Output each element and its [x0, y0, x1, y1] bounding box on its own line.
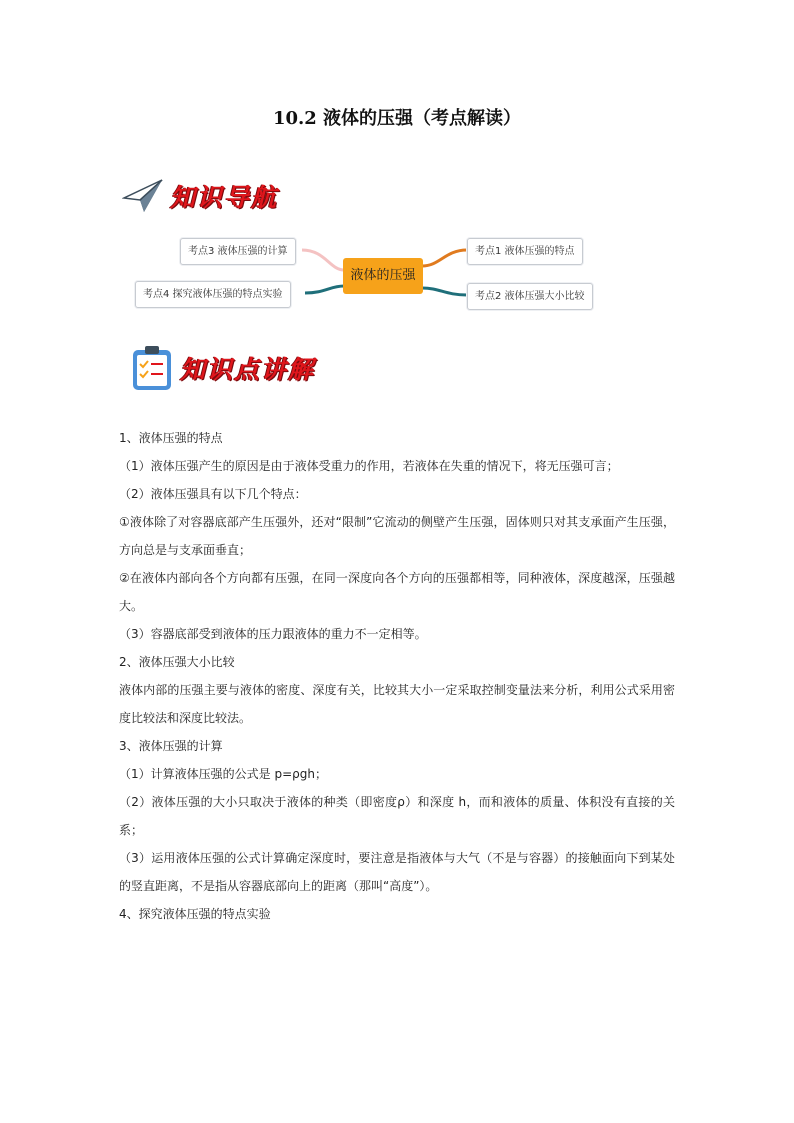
knowledge-explain-banner: [130, 344, 315, 392]
paragraph: （2）液体压强具有以下几个特点：: [119, 487, 307, 501]
paragraph: （1）计算液体压强的公式是 p=ρgh；: [119, 767, 327, 781]
mind-map-node-topic3: 考点3 液体压强的计算: [180, 238, 296, 265]
paragraph: 3、液体压强的计算: [119, 739, 223, 753]
clipboard-checklist-icon: [130, 344, 174, 392]
paragraph: （3）容器底部受到液体的压力跟液体的重力不一定相等。: [119, 627, 427, 641]
paragraph: （1）液体压强产生的原因是由于液体受重力的作用，若液体在失重的情况下，将无压强可言；: [119, 459, 619, 473]
paragraph: （2）液体压强的大小只取决于液体的种类（即密度ρ）和深度 h，而和液体的质量、体积没有直接的关系；: [119, 795, 675, 837]
knowledge-explain-label: 知识点讲解: [180, 355, 316, 384]
mind-map: [130, 230, 620, 315]
paragraph: ①液体除了对容器底部产生压强外，还对“限制”它流动的侧壁产生压强，固体则只对其支承面产生压强，方向总是与支承面垂直；: [119, 515, 675, 557]
mind-map-center: 液体的压强: [343, 258, 423, 294]
paragraph: 2、液体压强大小比较: [119, 655, 235, 669]
paragraph: （3）运用液体压强的公式计算确定深度时，要注意是指液体与大气（不是与容器）的接触面向下到某处的竖直距离，不是指从容器底部向上的距离（那叫“高度”）。: [119, 851, 675, 893]
paragraph: 4、探究液体压强的特点实验: [119, 907, 271, 921]
knowledge-nav-label: 知识导航: [170, 183, 279, 212]
paragraph: 1、液体压强的特点: [119, 431, 223, 445]
page-title: 10.2 液体的压强（考点解读）: [272, 108, 522, 129]
paper-plane-icon: [122, 178, 164, 214]
mind-map-node-topic4: 考点4 探究液体压强的特点实验: [135, 281, 291, 308]
explanation-body: [119, 424, 675, 928]
paragraph: ②在液体内部向各个方向都有压强，在同一深度向各个方向的压强都相等，同种液体，深度越深，压强越大。: [119, 571, 675, 613]
knowledge-nav-banner: [122, 178, 278, 214]
mind-map-node-topic1: 考点1 液体压强的特点: [467, 238, 583, 265]
mind-map-node-topic2: 考点2 液体压强大小比较: [467, 283, 593, 310]
paragraph: 液体内部的压强主要与液体的密度、深度有关，比较其大小一定采取控制变量法来分析，利用公式采用密度比较法和深度比较法。: [119, 683, 675, 725]
